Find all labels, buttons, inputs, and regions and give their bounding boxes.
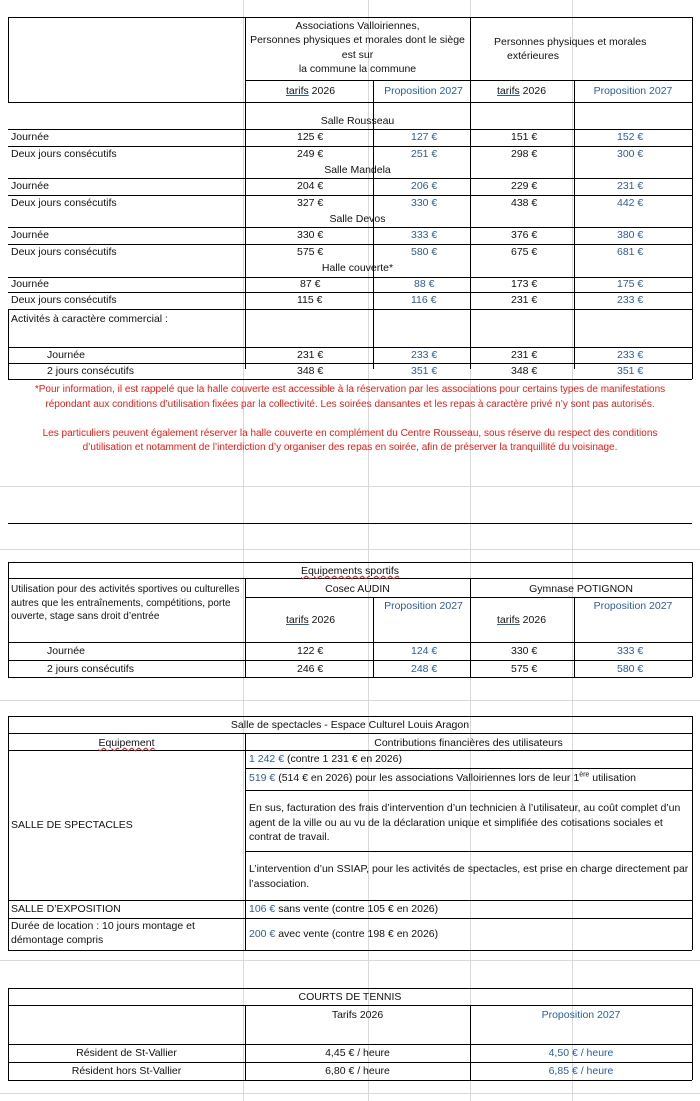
row-label: Deux jours consécutifs xyxy=(11,294,117,306)
prop-2027-header: Proposition 2027 xyxy=(384,85,463,97)
tennis-2026: 4,45 € / heure xyxy=(325,1047,390,1059)
assoc-2026: 575 € xyxy=(297,246,324,258)
ext-2027: 351 € xyxy=(617,365,644,377)
spectacle-line-1: 1 242 € (contre 1 231 € en 2026) xyxy=(249,753,402,765)
cosec-2027: 248 € xyxy=(411,663,438,675)
tarifs-2026-header: tarifs 2026 xyxy=(286,614,336,626)
note-halle-line-2: répondant aux conditions d’utilisation fixées par la collectivité. Les soirées dansantes et les repas à caractère privé n’y sont pas autorisés. xyxy=(45,399,655,410)
ext-2026: 376 € xyxy=(511,229,538,241)
cosec-2026: 246 € xyxy=(297,663,324,675)
spectacle-title: Salle de spectacles - Espace Culturel Louis Aragon xyxy=(230,719,470,731)
assoc-2026: 231 € xyxy=(297,349,324,361)
ext-2027: 380 € xyxy=(617,229,644,241)
assoc-2027: 127 € xyxy=(411,131,438,143)
ext-2027: 175 € xyxy=(617,278,644,290)
assoc-2026: 125 € xyxy=(297,131,324,143)
tarifs-2026-header: tarifs 2026 xyxy=(286,85,336,97)
ext-2027: 231 € xyxy=(617,180,644,192)
spectacle-line-2: 519 € (514 € en 2026) pour les associations Valloiriennes lors de leur 1ère utilisation xyxy=(249,771,637,784)
duree-line-1: Durée de location : 10 jours montage et xyxy=(11,920,195,932)
assoc-2027: 251 € xyxy=(411,148,438,160)
assoc-header-line-2: Personnes physiques et morales dont le siège xyxy=(250,34,465,46)
tennis-2027: 6,85 € / heure xyxy=(548,1065,614,1077)
ext-2026: 348 € xyxy=(511,365,538,377)
ext-2026: 173 € xyxy=(511,278,538,290)
commercial-label: Activités à caractère commercial : xyxy=(11,313,168,325)
assoc-2027: 88 € xyxy=(414,278,435,290)
duree-line-2: démontage compris xyxy=(11,934,104,946)
ext-2027: 233 € xyxy=(617,349,644,361)
section-title: Salle Rousseau xyxy=(320,115,395,127)
ext-2026: 231 € xyxy=(511,349,538,361)
assoc-2026: 327 € xyxy=(297,197,324,209)
ext-2026: 151 € xyxy=(511,131,538,143)
potignon-2026: 330 € xyxy=(511,645,538,657)
tennis-2027: 4,50 € / heure xyxy=(548,1047,614,1059)
spectacle-ssiap-para: L’intervention d’un SSIAP, pour les activités de spectacles, est prise en charge directement par l’association. xyxy=(249,863,689,890)
assoc-2026: 330 € xyxy=(297,229,324,241)
tennis-row-label: Résident de St-Vallier xyxy=(76,1047,177,1059)
assoc-2026: 204 € xyxy=(297,180,324,192)
prop-2027-header: Proposition 2027 xyxy=(593,600,673,612)
row-label: Deux jours consécutifs xyxy=(11,197,117,209)
expo-line-1: 106 € sans vente (contre 105 € en 2026) xyxy=(249,903,439,915)
assoc-2026: 87 € xyxy=(300,278,321,290)
expo-line-2: 200 € avec vente (contre 198 € en 2026) xyxy=(249,928,439,940)
tarifs-2026-header: tarifs 2026 xyxy=(497,614,547,626)
potignon-2027: 333 € xyxy=(617,645,644,657)
assoc-2027: 330 € xyxy=(411,197,438,209)
prop-2027-header-ext: Proposition 2027 xyxy=(593,85,673,97)
row-label: 2 jours consécutifs xyxy=(47,365,134,377)
row-label: Journée xyxy=(11,278,49,290)
cosec-2026: 122 € xyxy=(297,645,324,657)
sport-desc-line-3: ouverte, stage sans droit d’entrée xyxy=(11,611,160,622)
section-title: Salle Devos xyxy=(329,213,386,225)
ext-2026: 675 € xyxy=(511,246,538,258)
salle-exposition-label: SALLE D’EXPOSITION xyxy=(11,903,121,915)
tennis-row-label: Résident hors St-Vallier xyxy=(71,1065,182,1077)
tennis-title: COURTS DE TENNIS xyxy=(298,991,402,1003)
tarifs-2026-header-ext: tarifs 2026 xyxy=(497,85,547,97)
sport-desc-line-2: autres que les entraînements, compétitions, porte xyxy=(11,598,231,609)
row-label: 2 jours consécutifs xyxy=(47,663,134,675)
assoc-2027: 206 € xyxy=(411,180,438,192)
potignon-2027: 580 € xyxy=(617,663,644,675)
row-label: Journée xyxy=(47,349,85,361)
section-title: Halle couverte* xyxy=(321,262,394,274)
section-title: Salle Mandela xyxy=(324,164,391,176)
row-label: Deux jours consécutifs xyxy=(11,246,117,258)
row-label: Journée xyxy=(11,180,49,192)
row-label: Journée xyxy=(11,229,49,241)
potignon-2026: 575 € xyxy=(511,663,538,675)
ext-header-line-2: extérieures xyxy=(507,50,559,62)
cosec-2027: 124 € xyxy=(411,645,438,657)
ext-2027: 233 € xyxy=(617,294,644,306)
ext-2026: 231 € xyxy=(511,294,538,306)
row-label: Journée xyxy=(11,131,49,143)
assoc-header-line-1: Associations Valloiriennes, xyxy=(295,20,420,32)
note-halle-line-1: *Pour information, il est rappelé que la halle couverte est accessible à la réservation par les associations pour certains types de manifestations xyxy=(34,384,666,395)
venue-cosec: Cosec AUDIN xyxy=(325,583,390,595)
ext-2027: 300 € xyxy=(617,148,644,160)
ext-2026: 438 € xyxy=(511,197,538,209)
spectacle-technicien-para: En sus, facturation des frais d’intervention d’un technicien à l’utilisateur, au coût complet d’un agent de la ville ou au vu de la déclaration unique et simplifiée des cotisations sociales et contrat de travail. xyxy=(249,802,681,843)
assoc-header-line-3: est sur xyxy=(341,49,374,61)
assoc-2027: 580 € xyxy=(411,246,438,258)
assoc-2027: 116 € xyxy=(411,294,437,306)
ext-2027: 681 € xyxy=(617,246,644,258)
ext-2027: 442 € xyxy=(617,197,644,209)
venue-potignon: Gymnase POTIGNON xyxy=(529,583,633,595)
assoc-2026: 115 € xyxy=(297,294,323,306)
row-label: Journée xyxy=(47,645,85,657)
sport-title: Equipements sportifs xyxy=(300,565,400,577)
ext-2026: 298 € xyxy=(511,148,538,160)
note-particuliers-line-2: d’utilisation et notamment de l’interdiction d’y organiser des repas en soirée, afin de préserver la tranquillité du voisinage. xyxy=(82,442,618,453)
tennis-col-2027: Proposition 2027 xyxy=(541,1009,621,1021)
assoc-2027: 333 € xyxy=(411,229,438,241)
tennis-col-2026: Tarifs 2026 xyxy=(331,1009,384,1021)
ext-2027: 152 € xyxy=(617,131,644,143)
row-label: Deux jours consécutifs xyxy=(11,148,117,160)
salle-spectacles-label: SALLE DE SPECTACLES xyxy=(11,819,133,831)
col-contributions: Contributions financières des utilisateurs xyxy=(374,737,563,749)
assoc-2027: 351 € xyxy=(411,365,438,377)
ext-header-line-1: Personnes physiques et morales xyxy=(494,36,647,48)
assoc-2026: 249 € xyxy=(297,148,324,160)
assoc-2027: 233 € xyxy=(411,349,438,361)
assoc-2026: 348 € xyxy=(297,365,324,377)
assoc-header-line-4: la commune la commune xyxy=(298,63,417,75)
prop-2027-header: Proposition 2027 xyxy=(384,600,463,612)
sport-desc-line-1: Utilisation pour des activités sportives ou culturelles xyxy=(11,584,240,595)
ext-2026: 229 € xyxy=(511,180,538,192)
col-equipement: Equipement xyxy=(98,737,155,749)
note-particuliers-line-1: Les particuliers peuvent également réserver la halle couverte en complément du Centre Rousseau, sous réserve du respect des conditions xyxy=(42,428,658,439)
tennis-2026: 6,80 € / heure xyxy=(325,1065,390,1077)
